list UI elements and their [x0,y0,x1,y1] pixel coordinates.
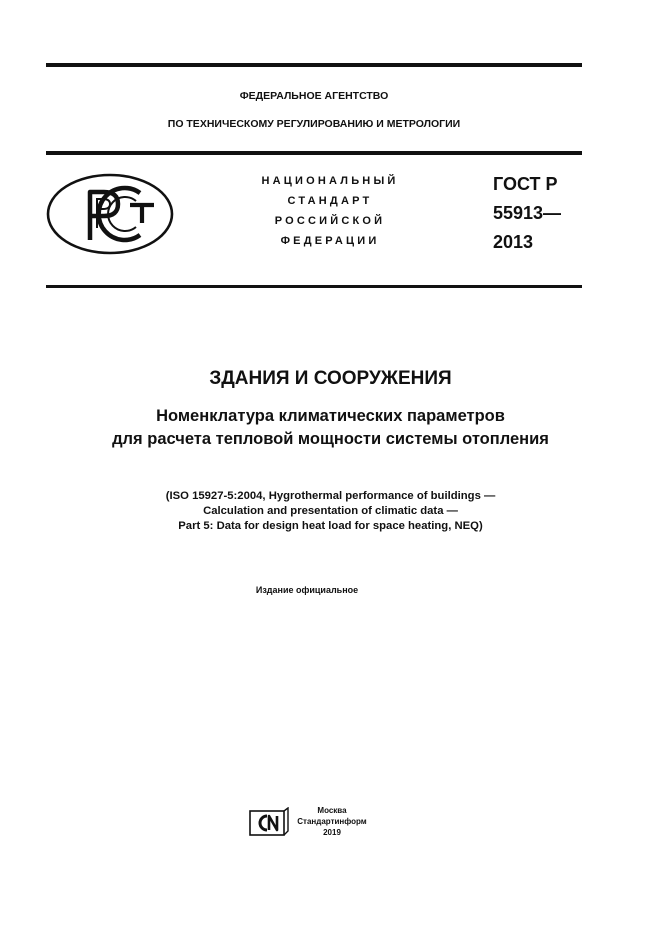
standard-designation [493,170,561,257]
gost-r-logo-icon [46,173,174,255]
subtitle-line-2: для расчета тепловой мощности системы отопления [112,430,549,448]
national-standard-line: ФЕДЕРАЦИИ [280,235,380,247]
header-rule [46,151,582,155]
publisher-city: Москва [317,806,347,815]
publisher-year: 2019 [323,828,341,837]
edition-label: Издание официальное [255,585,359,595]
designation-line-1: ГОСТ Р [493,174,558,194]
iso-line-1: (ISO 15927-5:2004, Hygrothermal performance of buildings — [165,490,496,502]
national-standard-line: РОССИЙСКОЙ [274,215,386,227]
publisher-name: Стандартинформ [297,817,367,826]
document-title: ЗДАНИЯ И СООРУЖЕНИЯ [209,368,452,389]
designation-line-2: 55913— [493,203,562,223]
iso-reference [40,489,621,534]
standartinform-logo-icon [249,807,289,837]
agency-line-1: ФЕДЕРАЛЬНОЕ АГЕНТСТВО [239,90,389,102]
header-bottom-rule [46,285,582,288]
agency-line-2: ПО ТЕХНИЧЕСКОМУ РЕГУЛИРОВАНИЮ И МЕТРОЛОГИИ [167,118,461,130]
publisher-block [296,805,368,838]
top-rule [46,63,582,67]
iso-line-2: Calculation and presentation of climatic data — [203,505,458,517]
designation-line-3: 2013 [493,232,534,252]
national-standard-line: НАЦИОНАЛЬНЫЙ [261,175,399,187]
subtitle-line-1: Номенклатура климатических параметров [156,407,505,425]
national-standard-line: СТАНДАРТ [287,195,373,207]
national-standard-label [215,171,445,251]
iso-line-3: Part 5: Data for design heat load for space heating, NEQ) [178,520,483,532]
document-subtitle [20,405,641,451]
